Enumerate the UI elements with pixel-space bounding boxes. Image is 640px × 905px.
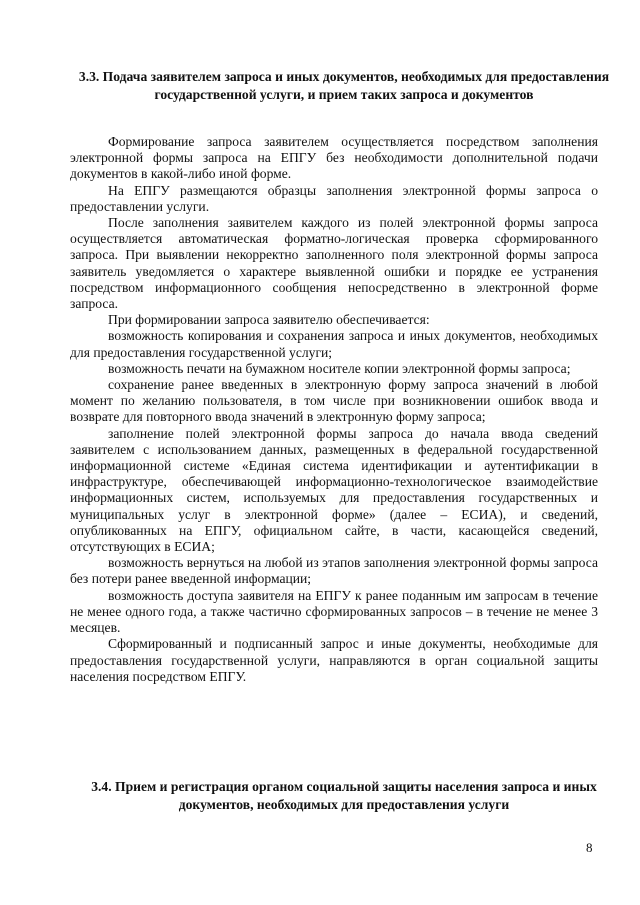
section-body-3-3 — [70, 134, 598, 685]
paragraph: При формировании запроса заявителю обеспечивается: — [108, 312, 430, 328]
section-heading-3-4: 3.4. Прием и регистрация органом социальной защиты населения запроса и иных документов, необходимых для предоставления услуги — [91, 779, 597, 812]
paragraph: На ЕПГУ размещаются образцы заполнения электронной формы запроса о предоставлении услуги. — [70, 182, 598, 214]
list-item: возможность доступа заявителя на ЕПГУ к ранее поданным им запросам в течение не менее одного года, а также частично сформированных запросов – в течение не менее 3 месяцев. — [70, 587, 598, 636]
section-heading-3-3: 3.3. Подача заявителем запроса и иных документов, необходимых для предоставления государственной услуги, и прием таких запроса и документов — [78, 69, 610, 102]
list-item: возможность вернуться на любой из этапов заполнения электронной формы запроса без потери ранее введенной информации; — [70, 555, 598, 587]
page-number: 8 — [586, 840, 593, 855]
paragraph: Формирование запроса заявителем осуществляется посредством заполнения электронной формы запроса на ЕПГУ без необходимости дополнительной подачи документов в какой-либо иной форме. — [70, 134, 598, 182]
list-item: возможность печати на бумажном носителе копии электронной формы запроса; — [108, 360, 571, 376]
list-item: сохранение ранее введенных в электронную форму запроса значений в любой момент по желанию пользователя, в том числе при возникновении ошибок ввода и возврате для повторного ввода значений в электронную форму запроса; — [70, 377, 598, 425]
paragraph: После заполнения заявителем каждого из полей электронной формы запроса осуществляется автоматическая форматно-логическая проверка сформированного запроса. При выявлении некорректно заполненного поля электронной формы запроса заявитель уведомляется о характере выявленной ошибки и порядке ее устранения посредством информационного сообщения непосредственно в электронной форме запроса. — [70, 215, 598, 312]
list-item: возможность копирования и сохранения запроса и иных документов, необходимых для предоставления государственной услуги; — [70, 328, 598, 360]
paragraph: Сформированный и подписанный запрос и иные документы, необходимые для предоставления государственной услуги, направляются в орган социальной защиты населения посредством ЕПГУ. — [70, 636, 598, 684]
list-item: заполнение полей электронной формы запроса до начала ввода сведений заявителем с использованием данных, размещенных в федеральной государственной информационной системе «Единая система идентификации и аутентификации в инфраструктуре, обеспечивающей информационно-технологическое взаимодействие информационных систем, используемых для предоставления государственных и муниципальных услуг в электронной форме» (далее – ЕСИА), и сведений, опубликованных на ЕПГУ, официальном сайте, в части, касающейся сведений, отсутствующих в ЕСИА; — [70, 425, 598, 555]
